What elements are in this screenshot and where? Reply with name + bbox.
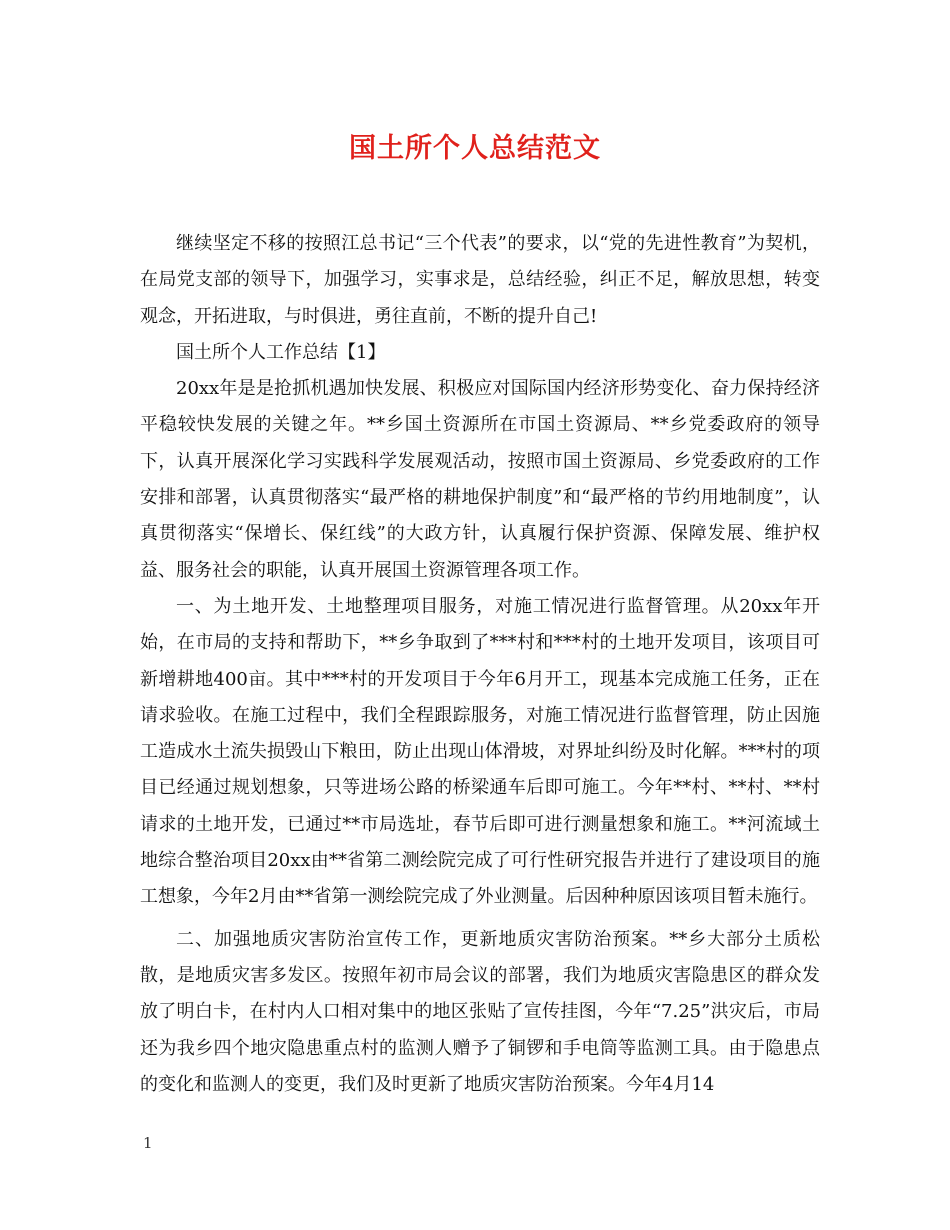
document-title: 国土所个人总结范文 (349, 133, 601, 164)
paragraph-geological-disaster: 二、加强地质灾害防治宣传工作，更新地质灾害防治预案。**乡大部分土质松散，是地质灾害多发区。按照年初市局会议的部署，我们为地质灾害隐患区的群众发放了明白卡，在村内人口相对集中的地区张贴了宣传挂图，今年“7.25”洪灾后，市局还为我乡四个地灾隐患重点村的监测人赠予了铜锣和手电筒等监测工具。由于隐患点的变化和监测人的变更，我们及时更新了地质灾害防治预案。今年4月14 (140, 928, 820, 1095)
paragraph-intro: 继续坚定不移的按照江总书记“三个代表”的要求，以“党的先进性教育”为契机，在局党支部的领导下，加强学习，实事求是，总结经验，纠正不足，解放思想，转变观念，开拓进取，与时俱进，勇往直前，不断的提升自己! (140, 233, 820, 327)
section-heading: 国土所个人工作总结【1】 (176, 341, 386, 363)
page-number: 1 (143, 1134, 153, 1152)
paragraph-land-development: 一、为土地开发、土地整理项目服务，对施工情况进行监督管理。从20xx年开始，在市局的支持和帮助下，**乡争取到了***村和***村的土地开发项目，该项目可新增耕地400亩。其中***村的开发项目于今年6月开工，现基本完成施工任务，正在请求验收。在施工过程中，我们全程跟踪服务，对施工情况进行监督管理，防止因施工造成水土流失损毁山下粮田，防止出现山体滑坡，对界址纠纷及时化解。***村的项目已经通过规划想象，只等进场公路的桥梁通车后即可施工。今年**村、**村、**村请求的土地开发，已通过**市局选址，春节后即可进行测量想象和施工。**河流域土地综合整治项目20xx由**省第二测绘院完成了可行性研究报告并进行了建设项目的施工想象，今年2月由**省第一测绘院完成了外业测量。后因种种原因该项目暂未施行。 (140, 595, 820, 908)
paragraph-overview: 20xx年是是抢抓机遇加快发展、积极应对国际国内经济形势变化、奋力保持经济平稳较快发展的关键之年。**乡国土资源所在市国土资源局、**乡党委政府的领导下，认真开展深化学习实践科学发展观活动，按照市国土资源局、乡党委政府的工作安排和部署，认真贯彻落实“最严格的耕地保护制度”和“最严格的节约用地制度”，认真贯彻落实“保增长、保红线”的大政方针，认真履行保护资源、保障发展、维护权益、服务社会的职能，认真开展国土资源管理各项工作。 (140, 378, 820, 581)
document-body (140, 226, 820, 1103)
